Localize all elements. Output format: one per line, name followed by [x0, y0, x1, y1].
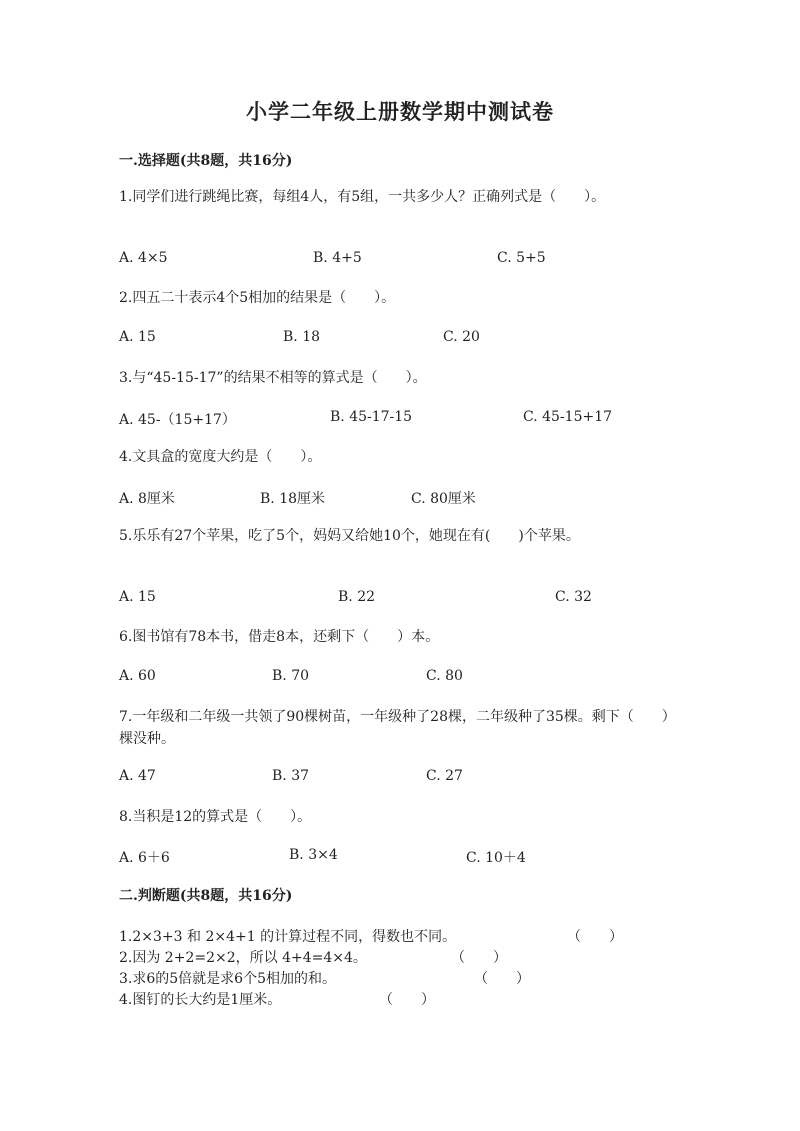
option-1b: B. 4+5	[313, 250, 362, 266]
option-1c: C. 5+5	[497, 250, 546, 266]
question-4: 4.文具盒的宽度大约是（ ）。	[119, 449, 322, 465]
option-8a: A. 6＋6	[119, 850, 170, 866]
judge-item-2: 2.因为 2+2=2×2，所以 4+4=4×4。	[119, 950, 367, 966]
option-7b: B. 37	[272, 768, 310, 784]
question-5: 5.乐乐有27个苹果，吃了5个，妈妈又给她10个，她现在有( )个苹果。	[119, 528, 580, 544]
option-3c: C. 45-15+17	[523, 409, 613, 425]
option-8c: C. 10＋4	[466, 850, 526, 866]
option-2b: B. 18	[283, 329, 321, 345]
judge-item-3: 3.求6的5倍就是求6个5相加的和。	[119, 971, 336, 987]
question-1: 1.同学们进行跳绳比赛，每组4人，有5组，一共多少人？正确列式是（ ）。	[119, 189, 606, 205]
option-4a: A. 8厘米	[119, 491, 175, 507]
option-1a: A. 4×5	[119, 250, 168, 266]
option-5c: C. 32	[555, 589, 592, 605]
section-heading-choice: 一.选择题(共8题，共16分)	[119, 153, 293, 169]
option-6a: A. 60	[119, 668, 156, 684]
judge-answer-blank-1: （ ）	[567, 929, 623, 945]
option-7c: C. 27	[426, 768, 463, 784]
judge-answer-blank-3: （ ）	[474, 971, 530, 987]
judge-item-4: 4.图钉的长大约是1厘米。	[119, 992, 282, 1008]
option-4c: C. 80厘米	[411, 491, 476, 507]
judge-answer-blank-4: （ ）	[379, 992, 435, 1008]
judge-item-1: 1.2×3+3 和 2×4+1 的计算过程不同，得数也不同。	[119, 929, 457, 945]
question-3: 3.与“45-15-17”的结果不相等的算式是（ ）。	[119, 370, 427, 386]
judge-answer-blank-2: （ ）	[451, 950, 507, 966]
option-4b: B. 18厘米	[260, 491, 326, 507]
question-7: 7.一年级和二年级一共领了90棵树苗，一年级种了28棵，二年级种了35棵。剩下（ ）棵没种。	[119, 709, 676, 747]
option-2c: C. 20	[443, 329, 480, 345]
option-5a: A. 15	[119, 589, 156, 605]
question-6: 6.图书馆有78本书，借走8本，还剩下（ ）本。	[119, 629, 440, 645]
option-6c: C. 80	[426, 668, 463, 684]
option-5b: B. 22	[338, 589, 376, 605]
option-8b: B. 3×4	[289, 847, 338, 863]
section-heading-judge: 二.判断题(共8题，共16分)	[119, 888, 293, 904]
question-8: 8.当积是12的算式是（ ）。	[119, 809, 312, 825]
page-title: 小学二年级上册数学期中测试卷	[246, 99, 554, 124]
question-2: 2.四五二十表示4个5相加的结果是（ ）。	[119, 290, 396, 306]
option-6b: B. 70	[272, 668, 310, 684]
option-3b: B. 45-17-15	[330, 409, 413, 425]
option-3a: A. 45-（15+17）	[119, 412, 236, 428]
option-7a: A. 47	[119, 768, 156, 784]
option-2a: A. 15	[119, 329, 156, 345]
